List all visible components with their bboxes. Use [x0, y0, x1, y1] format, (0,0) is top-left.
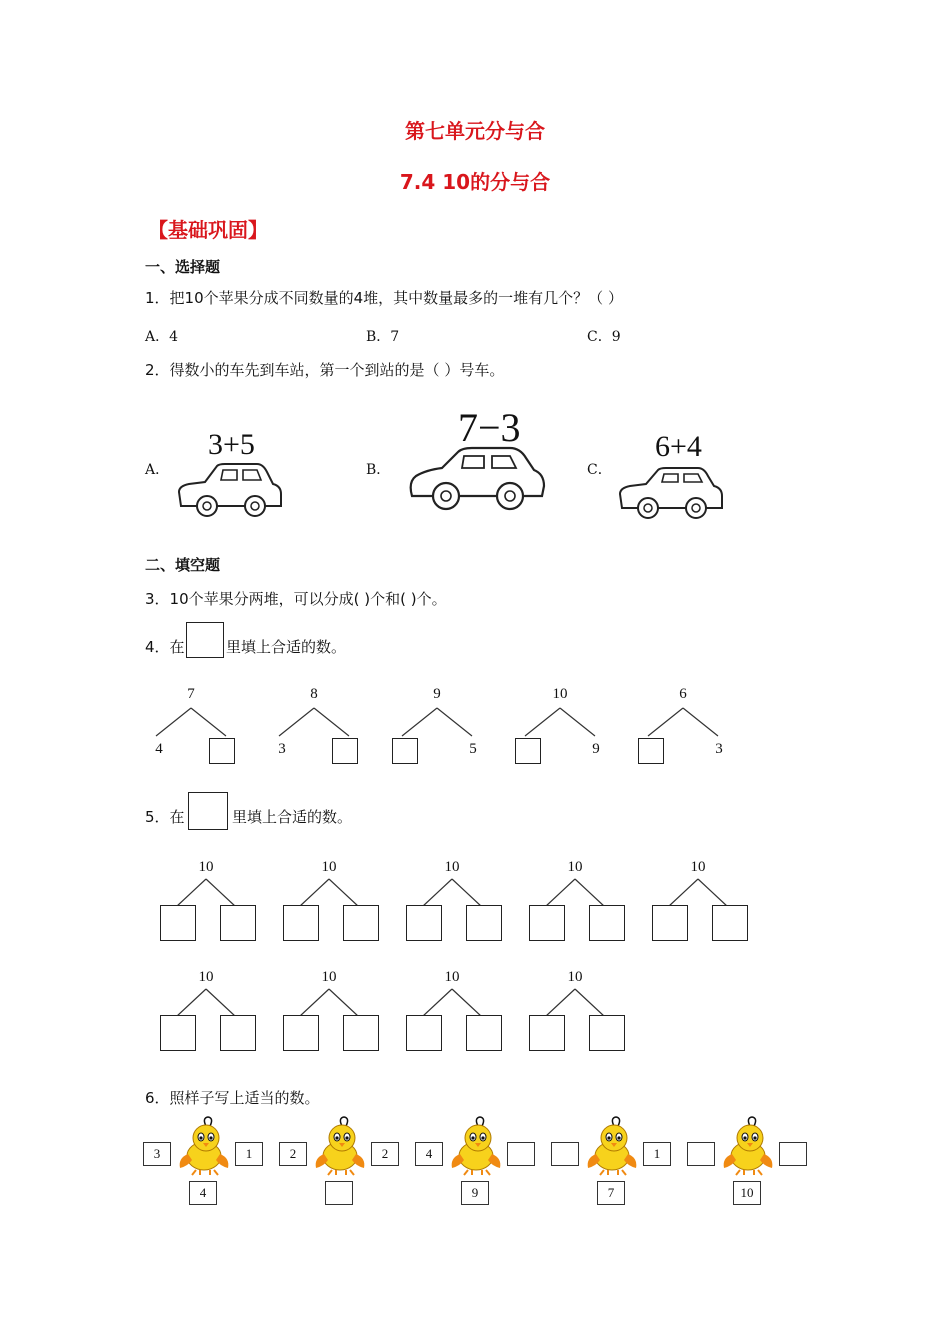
question-6: 6．照样子写上适当的数。: [145, 1089, 320, 1107]
tree-right-number: 5: [469, 741, 477, 757]
question-1: 1．把10个苹果分成不同数量的4堆，其中数量最多的一堆有几个？（ ）: [145, 289, 623, 307]
car-b-icon: [406, 446, 548, 512]
car-b-expression: 7−3: [458, 405, 521, 450]
right-number-box: 1: [235, 1142, 263, 1166]
part2-heading: 二、填空题: [145, 556, 221, 574]
bottom-number-box: 9: [461, 1181, 489, 1205]
chick-icon: [720, 1116, 776, 1176]
q2-option-c[interactable]: C．: [587, 462, 612, 478]
q1-option-c[interactable]: C．9: [587, 329, 621, 345]
chick-icon: [312, 1116, 368, 1176]
section-heading: 【基础巩固】: [148, 218, 268, 242]
tree-top-number: 7: [187, 686, 195, 702]
car-a-icon: [175, 462, 285, 518]
answer-box[interactable]: [406, 905, 442, 941]
left-number-box[interactable]: [687, 1142, 715, 1166]
answer-box[interactable]: [529, 1015, 565, 1051]
answer-box[interactable]: [343, 905, 379, 941]
tree-top-number: 8: [310, 686, 318, 702]
q2-option-a[interactable]: A．: [145, 462, 170, 478]
answer-box[interactable]: [589, 905, 625, 941]
q1-option-b[interactable]: B．7: [366, 329, 400, 345]
tree-right-number: 9: [592, 741, 600, 757]
car-c-icon: [616, 466, 726, 520]
left-number-box: 2: [279, 1142, 307, 1166]
question-2: 2．得数小的车先到车站，第一个到站的是（ ）号车。: [145, 361, 505, 379]
answer-box[interactable]: [160, 1015, 196, 1051]
q5-example-box: [188, 792, 228, 830]
q5-suffix: 里填上合适的数。: [232, 808, 353, 826]
q2-option-b[interactable]: B．: [366, 462, 391, 478]
left-number-box[interactable]: [551, 1142, 579, 1166]
chick-icon: [448, 1116, 504, 1176]
answer-box[interactable]: [332, 738, 358, 764]
tree-left-number: 4: [155, 741, 163, 757]
answer-box[interactable]: [283, 905, 319, 941]
answer-box[interactable]: [466, 905, 502, 941]
car-c-expression: 6+4: [655, 430, 702, 463]
q1-option-a[interactable]: A．4: [145, 329, 179, 345]
left-number-box: 4: [415, 1142, 443, 1166]
tree-top-number: 10: [198, 969, 214, 985]
chick-icon: [176, 1116, 232, 1176]
answer-box[interactable]: [406, 1015, 442, 1051]
tree-top-number: 10: [690, 859, 706, 875]
question-3: 3．10个苹果分两堆，可以分成( )个和( )个。: [145, 590, 447, 608]
answer-box[interactable]: [638, 738, 664, 764]
answer-box[interactable]: [209, 738, 235, 764]
tree-top-number: 10: [198, 859, 214, 875]
car-a-expression: 3+5: [208, 428, 255, 461]
answer-box[interactable]: [652, 905, 688, 941]
unit-title: 第七单元分与合: [405, 119, 545, 143]
tree-top-number: 10: [444, 969, 460, 985]
q4-prefix: 4．在: [145, 638, 185, 656]
answer-box[interactable]: [220, 905, 256, 941]
tree-top-number: 6: [679, 686, 687, 702]
part1-heading: 一、选择题: [145, 258, 221, 276]
answer-box[interactable]: [589, 1015, 625, 1051]
tree-top-number: 10: [444, 859, 460, 875]
right-number-box: 1: [643, 1142, 671, 1166]
bottom-number-box: 10: [733, 1181, 761, 1205]
answer-box[interactable]: [515, 738, 541, 764]
answer-box[interactable]: [712, 905, 748, 941]
answer-box[interactable]: [220, 1015, 256, 1051]
q5-prefix: 5．在: [145, 808, 185, 826]
answer-box[interactable]: [160, 905, 196, 941]
answer-box[interactable]: [392, 738, 418, 764]
tree-top-number: 10: [321, 969, 337, 985]
answer-box[interactable]: [529, 905, 565, 941]
tree-top-number: 10: [567, 969, 583, 985]
tree-top-number: 9: [433, 686, 441, 702]
tree-left-number: 3: [278, 741, 286, 757]
tree-top-number: 10: [567, 859, 583, 875]
answer-box[interactable]: [343, 1015, 379, 1051]
answer-box[interactable]: [283, 1015, 319, 1051]
chick-icon: [584, 1116, 640, 1176]
bottom-number-box: 4: [189, 1181, 217, 1205]
lesson-title: 7.4 10的分与合: [399, 170, 551, 194]
tree-top-number: 10: [321, 859, 337, 875]
bottom-number-box: 7: [597, 1181, 625, 1205]
bottom-number-box[interactable]: [325, 1181, 353, 1205]
q4-suffix: 里填上合适的数。: [226, 638, 347, 656]
left-number-box: 3: [143, 1142, 171, 1166]
right-number-box[interactable]: [779, 1142, 807, 1166]
tree-right-number: 3: [715, 741, 723, 757]
tree-top-number: 10: [552, 686, 568, 702]
right-number-box: 2: [371, 1142, 399, 1166]
right-number-box[interactable]: [507, 1142, 535, 1166]
q4-example-box: [186, 622, 224, 658]
answer-box[interactable]: [466, 1015, 502, 1051]
